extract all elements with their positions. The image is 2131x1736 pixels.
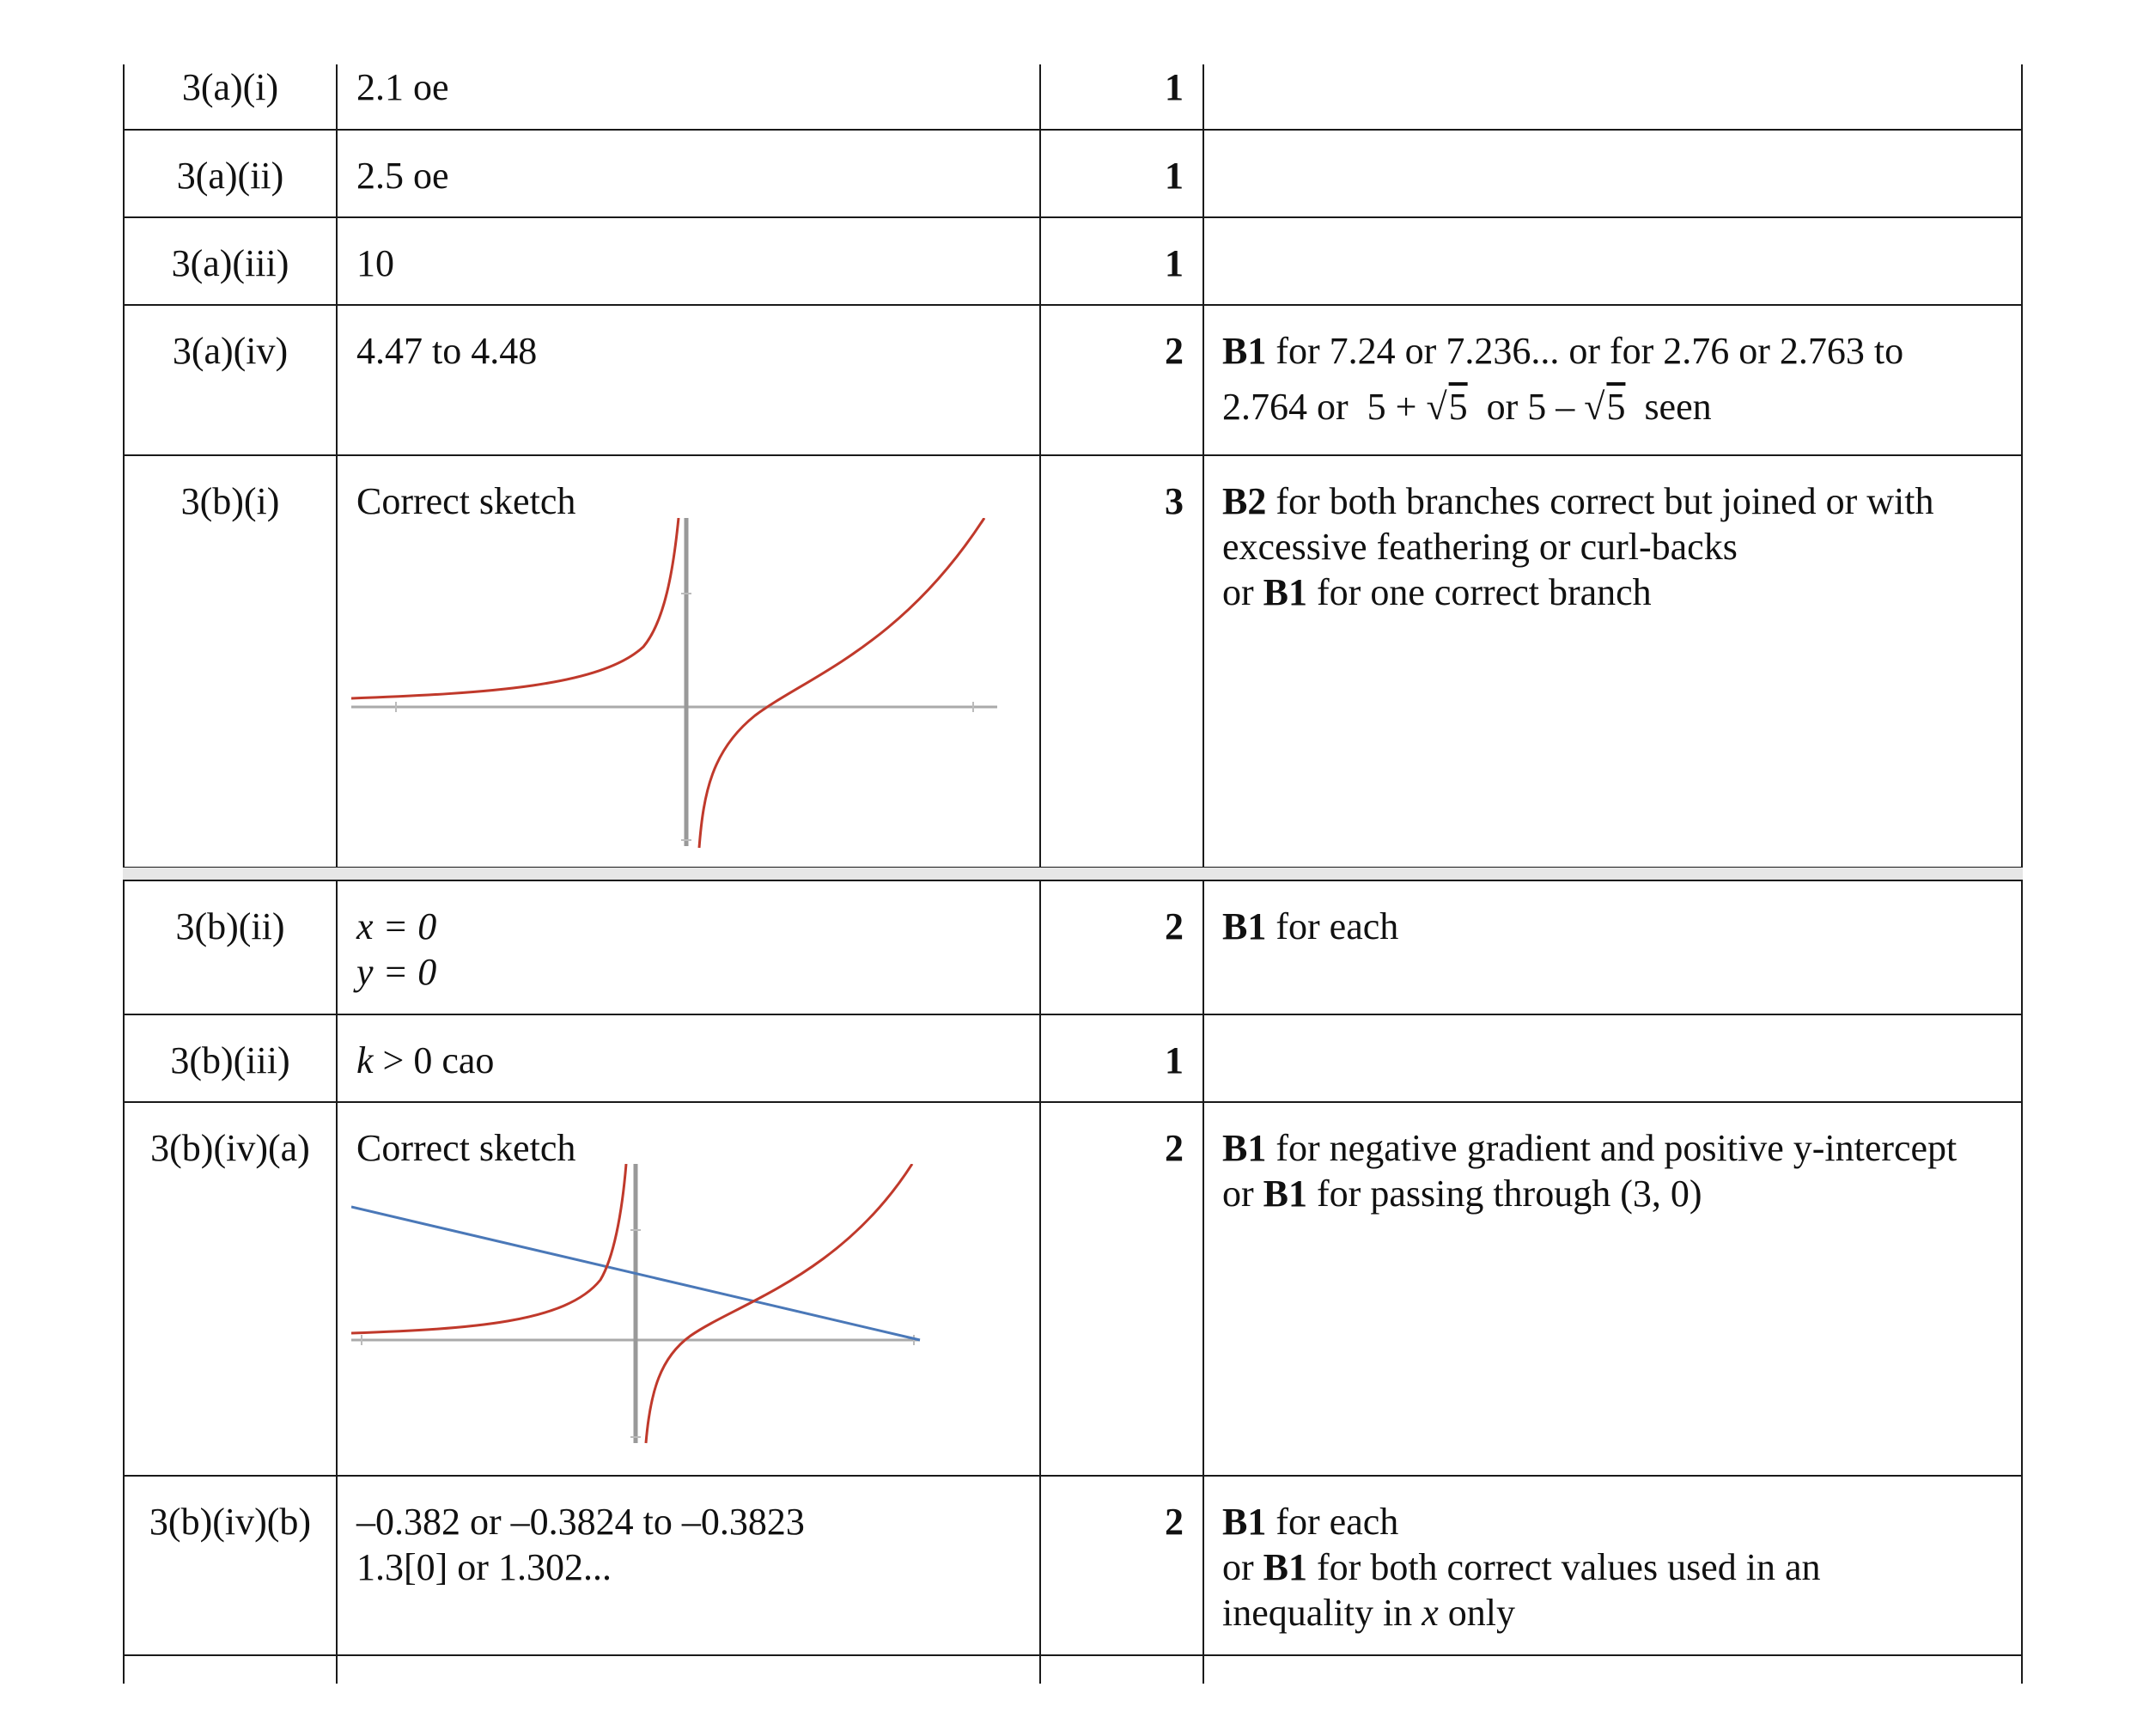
guidance-text: 2.764 or 5 + (1222, 386, 1427, 428)
marks: 2 (1165, 1501, 1184, 1543)
guidance-text: excessive feathering or curl-backs (1222, 526, 1738, 568)
marks: 3 (1165, 480, 1184, 522)
question-number: 3(b)(ii) (175, 905, 285, 947)
row-divider (123, 880, 2023, 881)
or-word: or (1222, 1173, 1263, 1215)
question-number: 3(a)(i) (181, 66, 279, 108)
mark-code: B1 (1222, 905, 1267, 947)
row-divider (123, 129, 2023, 131)
guidance-text: for each (1276, 905, 1399, 947)
answer: 1.3[0] or 1.302... (356, 1546, 612, 1588)
guidance-text: or 5 – (1467, 386, 1585, 428)
question-number: 3(b)(iv)(a) (150, 1127, 310, 1169)
guidance-text: for one correct branch (1317, 571, 1652, 613)
right-branch-curve (699, 518, 984, 848)
page-break-band (123, 868, 2023, 880)
guidance (1222, 570, 1652, 615)
variable-k: k (356, 1039, 374, 1081)
marks: 1 (1165, 1039, 1184, 1081)
answer (356, 904, 436, 949)
row-divider (123, 454, 2023, 456)
left-branch-curve (351, 518, 679, 698)
marks: 2 (1165, 1127, 1184, 1169)
answer (356, 1038, 494, 1083)
variable-x: x = 0 (356, 905, 437, 947)
variable-y: y = 0 (356, 951, 437, 993)
row-divider (123, 1014, 2023, 1015)
question-number: 3(b)(i) (180, 480, 280, 522)
guidance (1222, 328, 1903, 374)
question-number: 3(a)(iii) (171, 242, 289, 284)
guidance-text: for 7.24 or 7.236... or for 2.76 or 2.763 to (1276, 330, 1904, 372)
guidance (1222, 478, 1933, 524)
marks: 1 (1165, 242, 1184, 284)
answer: –0.382 or –0.3824 to –0.3823 (356, 1501, 805, 1543)
right-branch-curve (646, 1164, 912, 1443)
marks: 1 (1165, 155, 1184, 197)
or-word: or (1222, 1546, 1263, 1588)
sqrt-radicand: 5 (1606, 386, 1626, 428)
answer: 4.47 to 4.48 (356, 330, 538, 372)
or-word: or (1222, 571, 1263, 613)
sketch-graph-b-i (351, 518, 1021, 853)
marks: 1 (1165, 66, 1184, 108)
mark-code: B1 (1263, 1546, 1308, 1588)
guidance (1222, 1171, 1702, 1216)
mark-code: B1 (1263, 571, 1308, 613)
variable-x: x (1422, 1592, 1439, 1634)
row-divider (123, 1654, 2023, 1656)
guidance-text: only (1438, 1592, 1515, 1634)
marks: 2 (1165, 330, 1184, 372)
mark-code: B1 (1222, 330, 1267, 372)
answer-text: > 0 cao (373, 1039, 495, 1081)
answer: Correct sketch (356, 1127, 576, 1169)
row-divider (123, 1475, 2023, 1477)
left-branch-curve (351, 1164, 626, 1333)
question-number: 3(a)(iv) (172, 330, 289, 372)
mark-code: B1 (1222, 1501, 1267, 1543)
guidance-text: for each (1276, 1501, 1399, 1543)
guidance-text: for passing through (3, 0) (1317, 1173, 1702, 1215)
guidance-text: seen (1625, 386, 1712, 428)
question-number: 3(b)(iii) (170, 1039, 290, 1081)
mark-code: B1 (1222, 1127, 1267, 1169)
guidance (1222, 1544, 1820, 1590)
guidance-text: inequality in (1222, 1592, 1422, 1634)
sketch-graph-b-iv-a (351, 1164, 953, 1447)
answer: Correct sketch (356, 480, 576, 522)
row-divider (123, 304, 2023, 306)
question-number: 3(b)(iv)(b) (149, 1501, 312, 1543)
guidance (1222, 1590, 1515, 1635)
guidance (1222, 1499, 1398, 1544)
guidance-text: for both branches correct but joined or with (1276, 480, 1934, 522)
mark-code: B1 (1263, 1173, 1308, 1215)
row-divider (123, 1101, 2023, 1103)
answer (356, 949, 436, 995)
guidance-text: for both correct values used in an (1317, 1546, 1821, 1588)
marks: 2 (1165, 905, 1184, 947)
row-divider (123, 216, 2023, 218)
answer: 2.1 oe (356, 66, 449, 108)
answer: 2.5 oe (356, 155, 449, 197)
guidance (1222, 904, 1398, 949)
guidance-line-2: 2.764 or 5 + √5 or 5 – √5 seen (1222, 386, 1712, 428)
mark-code: B2 (1222, 480, 1267, 522)
guidance (1222, 1125, 1957, 1171)
guidance-text: for negative gradient and positive y-intercept (1276, 1127, 1957, 1169)
sqrt-radicand: 5 (1448, 386, 1468, 428)
mark-scheme-table (123, 64, 2023, 1684)
question-number: 3(a)(ii) (176, 155, 284, 197)
answer: 10 (356, 242, 394, 284)
